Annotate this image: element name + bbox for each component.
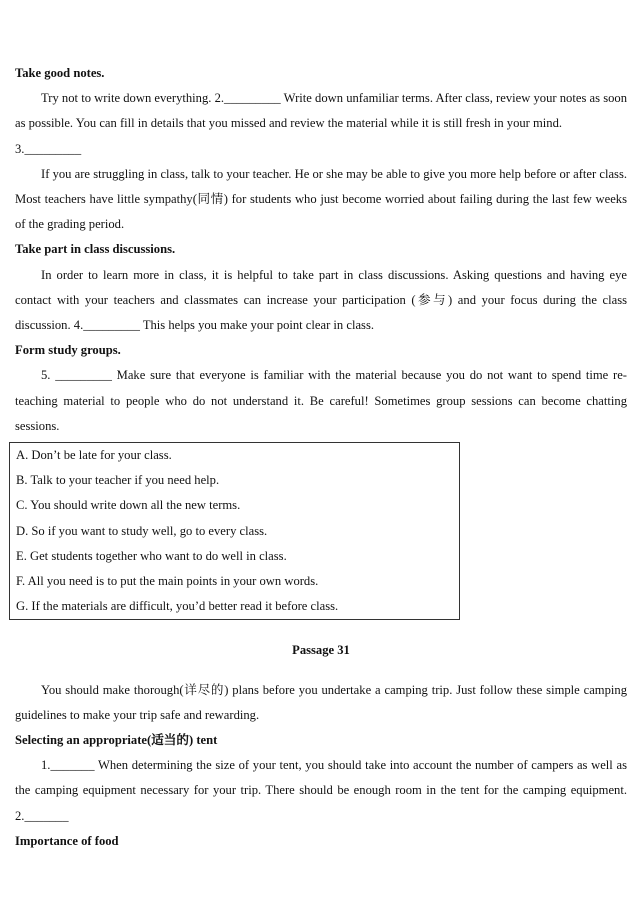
option-a: A. Don’t be late for your class.	[16, 448, 172, 463]
option-e: E. Get students together who want to do well in class.	[16, 548, 287, 563]
option-d: D. So if you want to study well, go to every class.	[16, 523, 268, 538]
paragraph-teacher: If you are struggling in class, talk to your teacher. He or she may be able to give you more help before or after class. Most teachers have little sympathy(同情) for students who just become worried about failing during the last few weeks of the grading period.	[15, 166, 627, 232]
document-page	[15, 61, 627, 854]
heading-selecting-tent: Selecting an appropriate(适当的) tent	[15, 733, 218, 748]
blank-3: 3._________	[15, 141, 82, 156]
heading-take-good-notes: Take good notes.	[15, 66, 105, 80]
paragraph-study-groups: 5. _________ Make sure that everyone is familiar with the material because you do not want to spend time re-teaching material to people who do not understand it. Be careful! Sometimes group sessions can become chatting sessions.	[15, 368, 627, 433]
option-g: G. If the materials are difficult, you’d better read it before class.	[16, 599, 339, 614]
paragraph-camping-intro: You should make thorough(详尽的) plans before you undertake a camping trip. Just follow these simple camping guidelines to make your trip safe and rewarding.	[15, 682, 627, 722]
option-b: B. Talk to your teacher if you need help.	[16, 473, 220, 488]
options-box	[9, 442, 460, 620]
heading-study-groups: Form study groups.	[15, 343, 121, 358]
option-c: C. You should write down all the new terms.	[16, 498, 241, 513]
heading-importance-of-food: Importance of food	[15, 833, 119, 848]
passage-title: Passage 31	[292, 643, 350, 658]
paragraph-discussions: In order to learn more in class, it is helpful to take part in class discussions. Asking questions and having eye contact with your teachers and classmates can increase your participation (参与) and your focus during the class discussion. 4._________ This helps you make your point clear in class.	[15, 267, 627, 333]
paragraph-tent: 1._______ When determining the size of your tent, you should take into account the number of campers as well as the camping equipment necessary for your trip. There should be enough room in the tent for the camping equipment. 2._______	[15, 758, 627, 823]
paragraph-notes: Try not to write down everything. 2._________ Write down unfamiliar terms. After class, review your notes as soon as possible. You can fill in details that you missed and review the material while it is still fresh in your mind.	[15, 91, 627, 131]
option-f: F. All you need is to put the main points in your own words.	[16, 574, 319, 589]
heading-class-discussions: Take part in class discussions.	[15, 242, 176, 257]
